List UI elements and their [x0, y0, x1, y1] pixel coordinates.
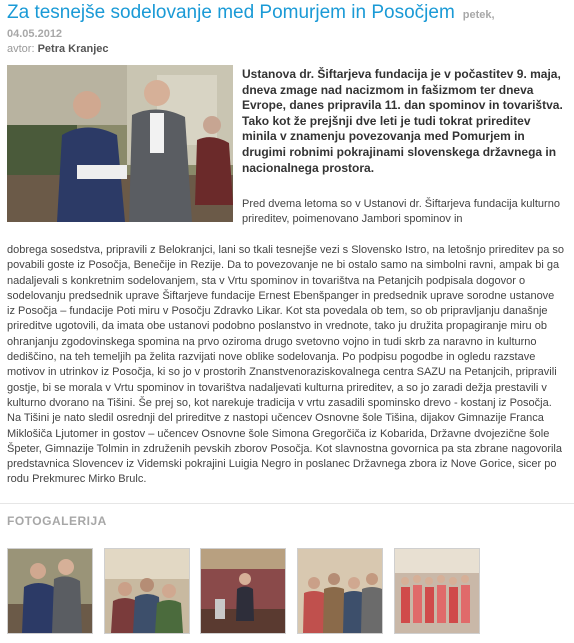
gallery-title: FOTOGALERIJA [7, 514, 107, 528]
author-name: Petra Kranjec [37, 43, 109, 55]
article-body: dobrega sosedstva, pripravili z Belokranjci, lani so tkali tesnejše vezi s Slovensko Istro, na letošnjo prireditev pa so povabili goste iz Posočja, Benečije in Rezije. Da to povezovanje ne bi ostalo samo na simbolni ravni, ampak bi ga nadaljevali s konkretnim sodelovanjem, sta v Vrtu spominov in tovarištva na Petanjcih podpisala dogovor o sodelovanju predsednik uprave Šiftarjeve fundacije Ernest Ebenšpanger in predsednik uprave sorodne ustanove iz Posočja – fundacije Poti miru v Posočju Zdravko Likar. Kot sta povedala ob tem, so ob pripravljanju današnje prireditve ugotovili, da imata obe ustanovi podobno poslanstvo in vrednote, tako ju družita propagiranje miru ob ohranjanju zgodovinskega spomina na prvo oziroma drugo svetovno vojno in tudi skrb za naravno in kulturno dediščino, na teh temeljih pa želita razvijati nove oblike sodelovanja. Po podpisu pogodbe in ogledu razstave motivov in utrinkov iz Posočja, ki so jo v prostorih Znanstvenoraziskovalnega centra SAZU na Petanjcih, pripravili gostje, bi se morala v Vrtu spominov in tovarištva nadaljevati kulturna prireditev, a so jo zaradi dežja prestavili v kulturno dvorano na Tišini. Še prej so, kot narekuje tradicija v vrtu zasadili spominsko drevo - kostanj iz Posočja. Na Tišini je nato sledil osrednji del prireditve z nastopi učencev Osnovne šole Tišina, dijakov Gimnazije Franca Miklošiča Ljutomer in gostov – učencev Osnovne šole Simona Gregorčiča iz Kobarida, Državne dvojezične šole Špeter, Gimnazije Tolmin in združenih pevskih zborov Posočja. Kot slavnostna govornica pa sta zbrane nagovorila predstavnica Slovencev iz Videmski pokrajini Luigia Negro in poslanec Državnega zbora iz Nove Gorice, sicer po rodu Prekmurec Mirko Brulc. [7, 244, 564, 486]
article-author [7, 43, 109, 55]
author-label: avtor: [7, 43, 35, 55]
article-date: 04.05.2012 [7, 28, 63, 40]
gallery-thumb-4[interactable] [297, 548, 383, 634]
section-divider [0, 503, 574, 504]
article-title [7, 2, 567, 26]
gallery-thumb-5[interactable] [394, 548, 480, 634]
article-day: petek, [462, 9, 495, 21]
gallery-thumbnails [7, 548, 573, 634]
gallery-thumb-2[interactable] [104, 548, 190, 634]
gallery-thumb-1[interactable] [7, 548, 93, 634]
article-body-intro: Pred dvema letoma so v Ustanovi dr. Šiftarjeva fundacija kulturno prireditev, poimenovano Jambori spominov in [242, 198, 560, 226]
main-photo[interactable] [7, 65, 233, 222]
article-lead: Ustanova dr. Šiftarjeva fundacija je v počastitev 9. maja, dneva zmage nad nacizmom in fašizmom ter dneva Evrope, danes pripravila 11. dan spominov in tovarištva. Tako kot že prejšnji dve leti je tudi tokrat prireditev minila v znamenju povezovanja med Pomurjem in drugimi robnimi pokrajinami slovenskega državnega in nacionalnega prostora. [242, 67, 563, 175]
gallery-thumb-3[interactable] [200, 548, 286, 634]
article-title-text[interactable]: Za tesnejše sodelovanje med Pomurjem in Posočjem [7, 2, 455, 23]
